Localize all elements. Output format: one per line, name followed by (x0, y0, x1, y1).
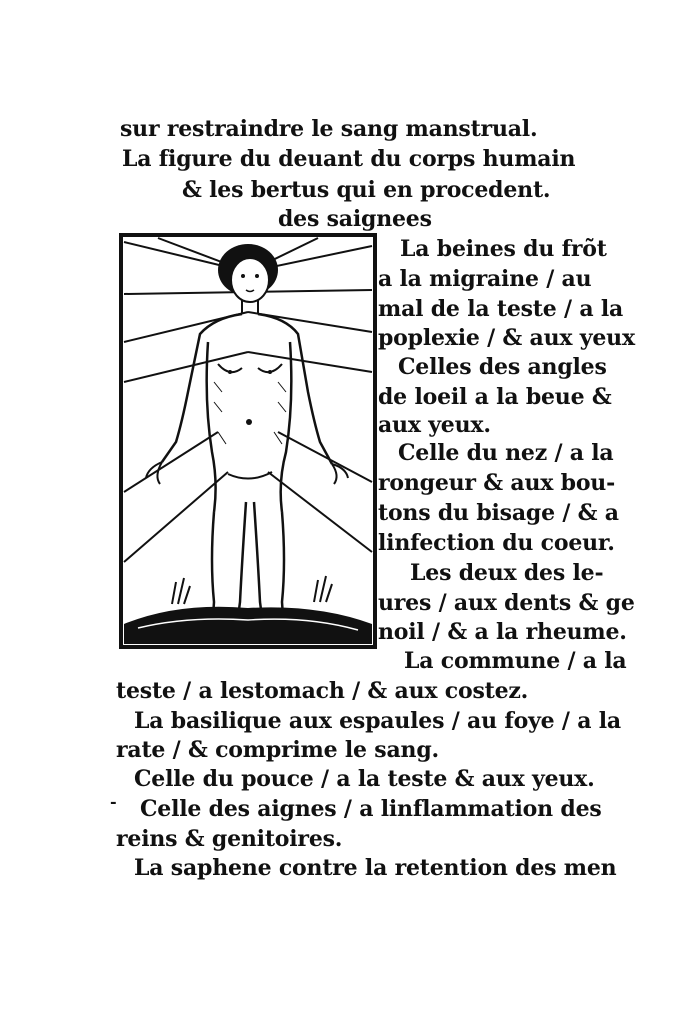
text-line-right-14: noil / & a la rheume. (378, 619, 627, 645)
text-line-right-11: linfection du coeur. (378, 530, 615, 556)
text-line-top-1: sur restraindre le sang manstrual. (120, 116, 538, 142)
text-line-right-4: poplexie / & aux yeux (378, 325, 635, 351)
text-line-right-10: tons du bisage / & a (378, 500, 619, 526)
text-line-bottom-2: La basilique aux espaules / au foye / a la (134, 708, 621, 734)
text-line-right-15: La commune / a la (404, 648, 627, 674)
text-line-top-3: & les bertus qui en procedent. (182, 177, 551, 203)
text-line-right-8: Celle du nez / a la (398, 440, 614, 466)
text-line-right-5: Celles des angles (398, 354, 607, 380)
anatomical-woodcut-figure (118, 232, 378, 650)
text-line-bottom-7: La saphene contre la retention des men (134, 855, 617, 881)
text-line-right-3: mal de la teste / a la (378, 296, 624, 322)
text-line-bottom-1: teste / a lestomach / & aux costez. (116, 678, 529, 704)
text-line-right-7: aux yeux. (378, 412, 491, 438)
stray-mark: - (110, 792, 117, 811)
text-line-bottom-5: Celle des aignes / a linflammation des (140, 796, 602, 822)
text-line-right-2: a la migraine / au (378, 266, 592, 292)
text-line-right-1: La beines du frõt (400, 236, 607, 262)
text-line-bottom-4: Celle du pouce / a la teste & aux yeux. (134, 766, 595, 792)
text-line-right-9: rongeur & aux bou- (378, 470, 616, 496)
text-line-top-4: des saignees (278, 206, 432, 232)
text-line-right-12: Les deux des le- (410, 560, 604, 586)
text-line-top-2: La figure du deuant du corps humain (122, 146, 576, 172)
text-line-bottom-3: rate / & comprime le sang. (116, 737, 439, 763)
text-line-right-6: de loeil a la beue & (378, 384, 612, 410)
text-line-bottom-6: reins & genitoires. (116, 826, 343, 852)
text-line-right-13: ures / aux dents & ge (378, 590, 635, 616)
